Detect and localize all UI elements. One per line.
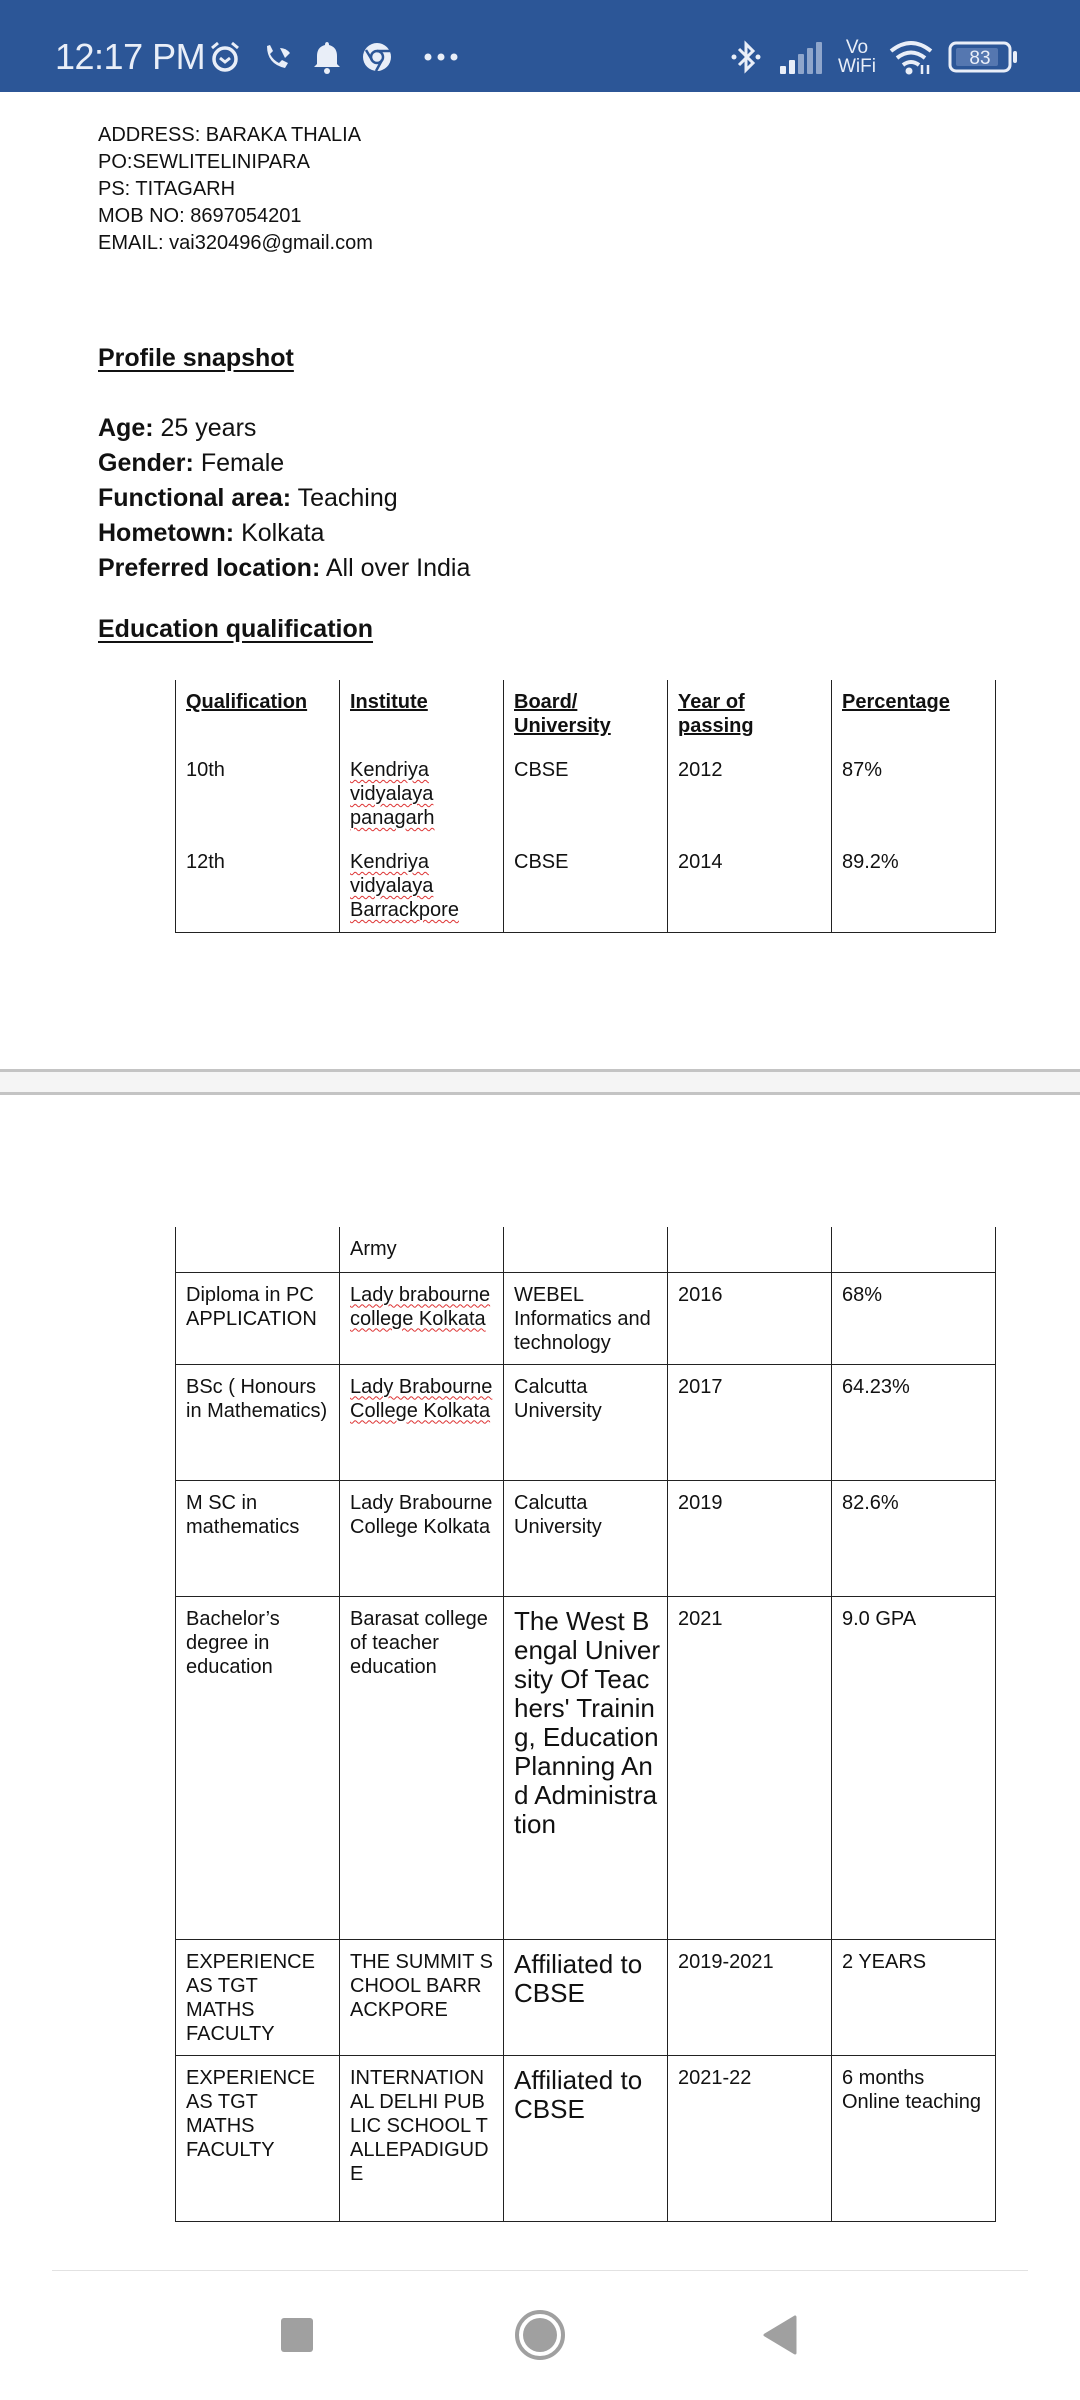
cell-institute-text: Lady brabourne college Kolkata (350, 1283, 491, 1330)
cell-percentage: 9.0 GPA (832, 1596, 996, 1939)
bluetooth-icon (728, 40, 764, 74)
cell-qualification (176, 1227, 340, 1272)
po-line: PO:SEWLITELINIPARA (98, 151, 310, 173)
table-row (176, 1272, 996, 1364)
cell-institute (340, 748, 504, 840)
cell-percentage: 82.6% (832, 1480, 996, 1596)
cell-percentage (832, 1227, 996, 1272)
cell-year: 2016 (668, 1272, 832, 1364)
education-heading: Education qualification (98, 615, 374, 643)
field-label: Age: (98, 414, 154, 442)
cell-institute (340, 840, 504, 932)
cell-percentage: 64.23% (832, 1364, 996, 1480)
field-label: Hometown: (98, 519, 235, 547)
more-dots-icon (422, 40, 460, 74)
table-row (176, 1939, 996, 2055)
cell-institute (340, 1364, 504, 1480)
header-qualification: Qualification (176, 680, 340, 748)
field-value: All over India (325, 554, 471, 582)
vowifi-top-label: Vo (845, 37, 869, 58)
ps-line: PS: TITAGARH (98, 178, 236, 200)
table-row (176, 1364, 996, 1480)
home-icon (514, 2309, 566, 2361)
table-row (176, 1480, 996, 1596)
cell-qualification: EXPERIENCE AS TGT MATHS FACULTY (176, 2055, 340, 2221)
cell-percentage: 6 months Online teaching (832, 2055, 996, 2221)
education-table-page1 (175, 680, 996, 933)
cell-qualification: 10th (176, 748, 340, 840)
cell-percentage: 87% (832, 748, 996, 840)
cell-percentage: 89.2% (832, 840, 996, 932)
cell-institute-text: Kendriya vidyalaya panagarh (350, 759, 435, 829)
table-row (176, 2055, 996, 2221)
cell-institute: Lady Brabourne College Kolkata (340, 1480, 504, 1596)
field-value: Kolkata (241, 519, 325, 547)
profile-functional-area (98, 481, 470, 516)
status-time: 12:17 PM (55, 36, 206, 77)
header-percentage: Percentage (832, 680, 996, 748)
alarm-icon (207, 40, 243, 74)
cell-institute-text: Kendriya vidyalaya Barrackpore (350, 851, 459, 921)
cell-year: 2019-2021 (668, 1939, 832, 2055)
field-value: Female (200, 449, 285, 477)
cell-institute (340, 1272, 504, 1364)
cell-board: CBSE (504, 748, 668, 840)
cell-institute: Barasat college of teacher education (340, 1596, 504, 1939)
table-row (176, 840, 996, 932)
battery-level: 83 (969, 48, 991, 69)
contact-block (98, 122, 373, 257)
cell-qualification: M SC in mathematics (176, 1480, 340, 1596)
field-label: Preferred location: (98, 554, 321, 582)
chrome-icon (361, 40, 393, 74)
cell-board: Affiliated to CBSE (504, 2055, 668, 2221)
cell-qualification: 12th (176, 840, 340, 932)
wifi-call-icon (262, 40, 294, 74)
cell-year: 2012 (668, 748, 832, 840)
cell-institute-text: Lady Brabourne College Kolkata (350, 1375, 493, 1422)
cell-year: 2017 (668, 1364, 832, 1480)
field-label: Gender: (98, 449, 194, 477)
cell-qualification: EXPERIENCE AS TGT MATHS FACULTY (176, 1939, 340, 2055)
cell-percentage: 68% (832, 1272, 996, 1364)
address-line: ADDRESS: BARAKA THALIA (98, 124, 362, 146)
email-line: EMAIL: vai320496@gmail.com (98, 232, 373, 254)
cell-year (668, 1227, 832, 1272)
profile-hometown (98, 516, 470, 551)
profile-fields (98, 411, 470, 586)
cell-qualification: BSc ( Honours in Mathematics) (176, 1364, 340, 1480)
cell-year: 2021 (668, 1596, 832, 1939)
cell-institute: THE SUMMIT SCHOOL BARRACKPORE (340, 1939, 504, 2055)
cell-board: Affiliated to CBSE (504, 1939, 668, 2055)
home-button[interactable] (505, 2305, 575, 2365)
table-row (176, 1596, 996, 1939)
profile-age (98, 411, 470, 446)
header-board: Board/ University (504, 680, 668, 748)
profile-gender (98, 446, 470, 481)
nav-divider (52, 2270, 1028, 2271)
header-year: Year of passing (668, 680, 832, 748)
cell-qualification: Bachelor’s degree in education (176, 1596, 340, 1939)
cell-institute: INTERNATIONAL DELHI PUBLIC SCHOOL TALLEPADIGUDE (340, 2055, 504, 2221)
recents-icon (280, 2317, 314, 2353)
profile-preferred-location (98, 551, 470, 586)
back-button[interactable] (745, 2305, 815, 2365)
cell-year: 2021-22 (668, 2055, 832, 2221)
signal-icon (780, 40, 826, 74)
vowifi-bottom-label: WiFi (838, 56, 876, 77)
education-table-page2 (175, 1227, 996, 2222)
back-icon (762, 2315, 798, 2355)
cell-board: Calcutta University (504, 1480, 668, 1596)
cell-qualification: Diploma in PC APPLICATION (176, 1272, 340, 1364)
status-bar (0, 0, 1080, 92)
mobile-line: MOB NO: 8697054201 (98, 205, 302, 227)
cell-board: The West Bengal University Of Teachers' Training, Education Planning And Administration (504, 1596, 668, 1939)
header-institute: Institute (340, 680, 504, 748)
recents-button[interactable] (262, 2305, 332, 2365)
table-row (176, 748, 996, 840)
vowifi-icon (836, 36, 878, 78)
field-label: Functional area: (98, 484, 292, 512)
profile-heading: Profile snapshot (98, 344, 294, 372)
table-row (176, 1227, 996, 1272)
field-value: 25 years (160, 414, 257, 442)
cell-board (504, 1227, 668, 1272)
wifi-icon (888, 40, 934, 74)
battery-icon (948, 40, 1020, 74)
cell-institute: Army (340, 1227, 504, 1272)
cell-percentage: 2 YEARS (832, 1939, 996, 2055)
table-header-row (176, 680, 996, 748)
notification-bell-icon (312, 40, 342, 74)
page-break (0, 1069, 1080, 1095)
cell-board: WEBEL Informatics and technology (504, 1272, 668, 1364)
cell-board: CBSE (504, 840, 668, 932)
cell-board: Calcutta University (504, 1364, 668, 1480)
cell-year: 2014 (668, 840, 832, 932)
field-value: Teaching (297, 484, 398, 512)
cell-year: 2019 (668, 1480, 832, 1596)
